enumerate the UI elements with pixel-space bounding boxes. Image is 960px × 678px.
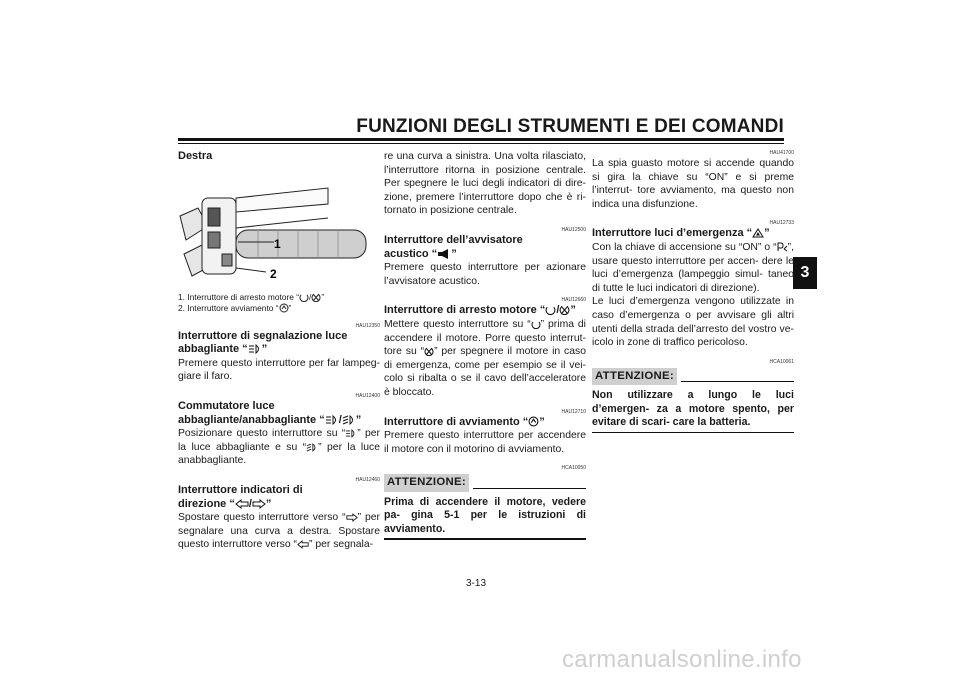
ref-code: HAU12400 — [355, 392, 380, 399]
low-beam-icon — [342, 415, 356, 425]
parking-key-icon — [777, 242, 788, 252]
start-icon — [279, 303, 289, 313]
ref-code: HAU12500 — [561, 226, 586, 233]
attention-label: ATTENZIONE: — [592, 368, 677, 386]
handlebar-switch-figure — [178, 168, 380, 292]
start-icon — [528, 416, 539, 427]
section-heading: Destra — [178, 150, 213, 162]
figure-callout-1: 1 — [274, 236, 281, 251]
engine-run-icon — [531, 319, 541, 329]
attention-end-rule — [592, 432, 794, 434]
attention-end-rule — [384, 538, 586, 540]
turn-switch-title: Interruttore indicatori di direzione “ / ” — [178, 483, 303, 510]
attention-text: Prima di accendere il motore, vedere pa- gina 5-1 per le istruzioni di avviamento. — [384, 495, 586, 535]
horn-switch-title: Interruttore dell’avvisatore acustico “ ” — [384, 233, 523, 260]
ref-code: HCA10061 — [769, 358, 794, 365]
attention-label: ATTENZIONE: — [384, 474, 469, 492]
engine-stop-icon — [311, 292, 321, 302]
engine-stop-switch-title: Interruttore di arresto motore “ / ” — [384, 304, 576, 317]
dimmer-switch-title: Commutatore luce abbagliante/anabbagliante “ / ” — [178, 399, 362, 426]
turn-switch-text: Spostare questo interruttore verso “ ” per segnalare una curva a destra. Spostare questo interruttore verso “ ” per segnala- — [178, 512, 380, 551]
ref-code: HAU12460 — [355, 476, 380, 483]
attention-rule — [473, 488, 586, 489]
hazard-switch-text: Con la chiave di accensione su “ON” o “ ”, usare questo interruttore per accen- dere le luci d’emergenza (lampeggio simul- taneo di tutte le luci indicatori di direzione). — [592, 241, 794, 294]
turn-right-icon — [346, 513, 358, 522]
start-switch-text: Premere questo interruttore per accendere il motore con il motorino di avviamento. — [384, 430, 586, 455]
hazard-icon — [752, 228, 764, 238]
chapter-tab: 3 — [793, 257, 817, 289]
figure-callout-2: 2 — [270, 266, 277, 281]
figure-caption-1: 1. Interruttore di arresto motore “ / ” — [178, 291, 325, 302]
header-rule — [178, 138, 784, 141]
engine-run-icon — [299, 292, 309, 302]
column-1 — [178, 150, 380, 552]
header-rule-thin — [178, 143, 784, 144]
ref-code: HAU12733 — [769, 220, 794, 227]
turn-right-icon — [252, 499, 266, 509]
page-header-title: FUNZIONI DEGLI STRUMENTI E DEI COMANDI — [356, 116, 784, 137]
dimmer-switch-text: Posizionare questo interruttore su “ ” per la luce abbagliante e su “ ” per la luce anabbagliante. — [178, 428, 380, 467]
engine-light-text: La spia guasto motore si accende quando si gira la chiave su “ON” e si preme l’interrut- tore avviamento, ma questo non indica una disfunzione. — [592, 158, 794, 210]
engine-run-icon — [545, 304, 556, 315]
pass-switch-text: Premere questo interruttore per far lampeg- giare il faro. — [178, 357, 380, 383]
pass-switch-title: Interruttore di segnalazione luce abbagliante “ ” — [178, 329, 348, 356]
figure-caption-2: 2. Interruttore avviamento “ ” — [178, 302, 292, 313]
low-beam-icon — [306, 443, 318, 452]
engine-stop-switch-text: Mettere questo interruttore su “ ” prima di accendere il motore. Porre questo interrut- tore su “ ” per spegnere il motore in caso di emergenza, come per esempio se il vei- colo si ribalta o se il cavo dell’acceleratore è bloccato. — [384, 318, 586, 398]
turn-switch-text-cont: re una curva a sinistra. Una volta rilasciato, l’interruttore ritorna in posizione centrale. Per spegnere le luci degli indicatori di dire- zione, premere l’interruttore dopo che è ri- tornato in posizione centrale. — [384, 151, 586, 217]
ref-code: HAU12660 — [561, 297, 586, 304]
column-3 — [592, 150, 794, 433]
engine-stop-icon — [559, 304, 570, 315]
hazard-switch-title: Interruttore luci d’emergenza “ ” — [592, 227, 770, 240]
high-beam-icon — [248, 344, 262, 354]
high-beam-icon — [345, 429, 357, 438]
ref-code: HCA10050 — [561, 465, 586, 472]
page-number: 3-13 — [466, 578, 487, 589]
engine-stop-icon — [424, 346, 434, 356]
attention-rule — [681, 381, 794, 382]
turn-left-icon — [235, 499, 249, 509]
hazard-usage-text: Le luci d’emergenza vengono utilizzate in caso d’emergenza o per avvisare gli altri utenti della strada dell’arresto del vostro ve- icolo in zone di traffico pericoloso. — [592, 296, 794, 349]
start-switch-title: Interruttore di avviamento “ ” — [384, 415, 545, 428]
column-2 — [384, 150, 586, 540]
high-beam-icon — [325, 415, 339, 425]
ref-code: HAU41700 — [769, 150, 794, 156]
horn-switch-text: Premere questo interruttore per azionare l’avvisatore acustico. — [384, 262, 586, 287]
turn-left-icon — [297, 540, 309, 549]
ref-code: HAU12350 — [355, 322, 380, 329]
attention-banner — [592, 368, 794, 386]
attention-banner — [384, 474, 586, 492]
attention-text: Non utilizzare a lungo le luci d’emergen- za a motore spento, per evitare di scari- care la batteria. — [592, 389, 794, 429]
watermark: carmanualsonline.info — [562, 646, 802, 673]
ref-code: HAU12710 — [561, 408, 586, 415]
horn-icon — [437, 249, 451, 259]
